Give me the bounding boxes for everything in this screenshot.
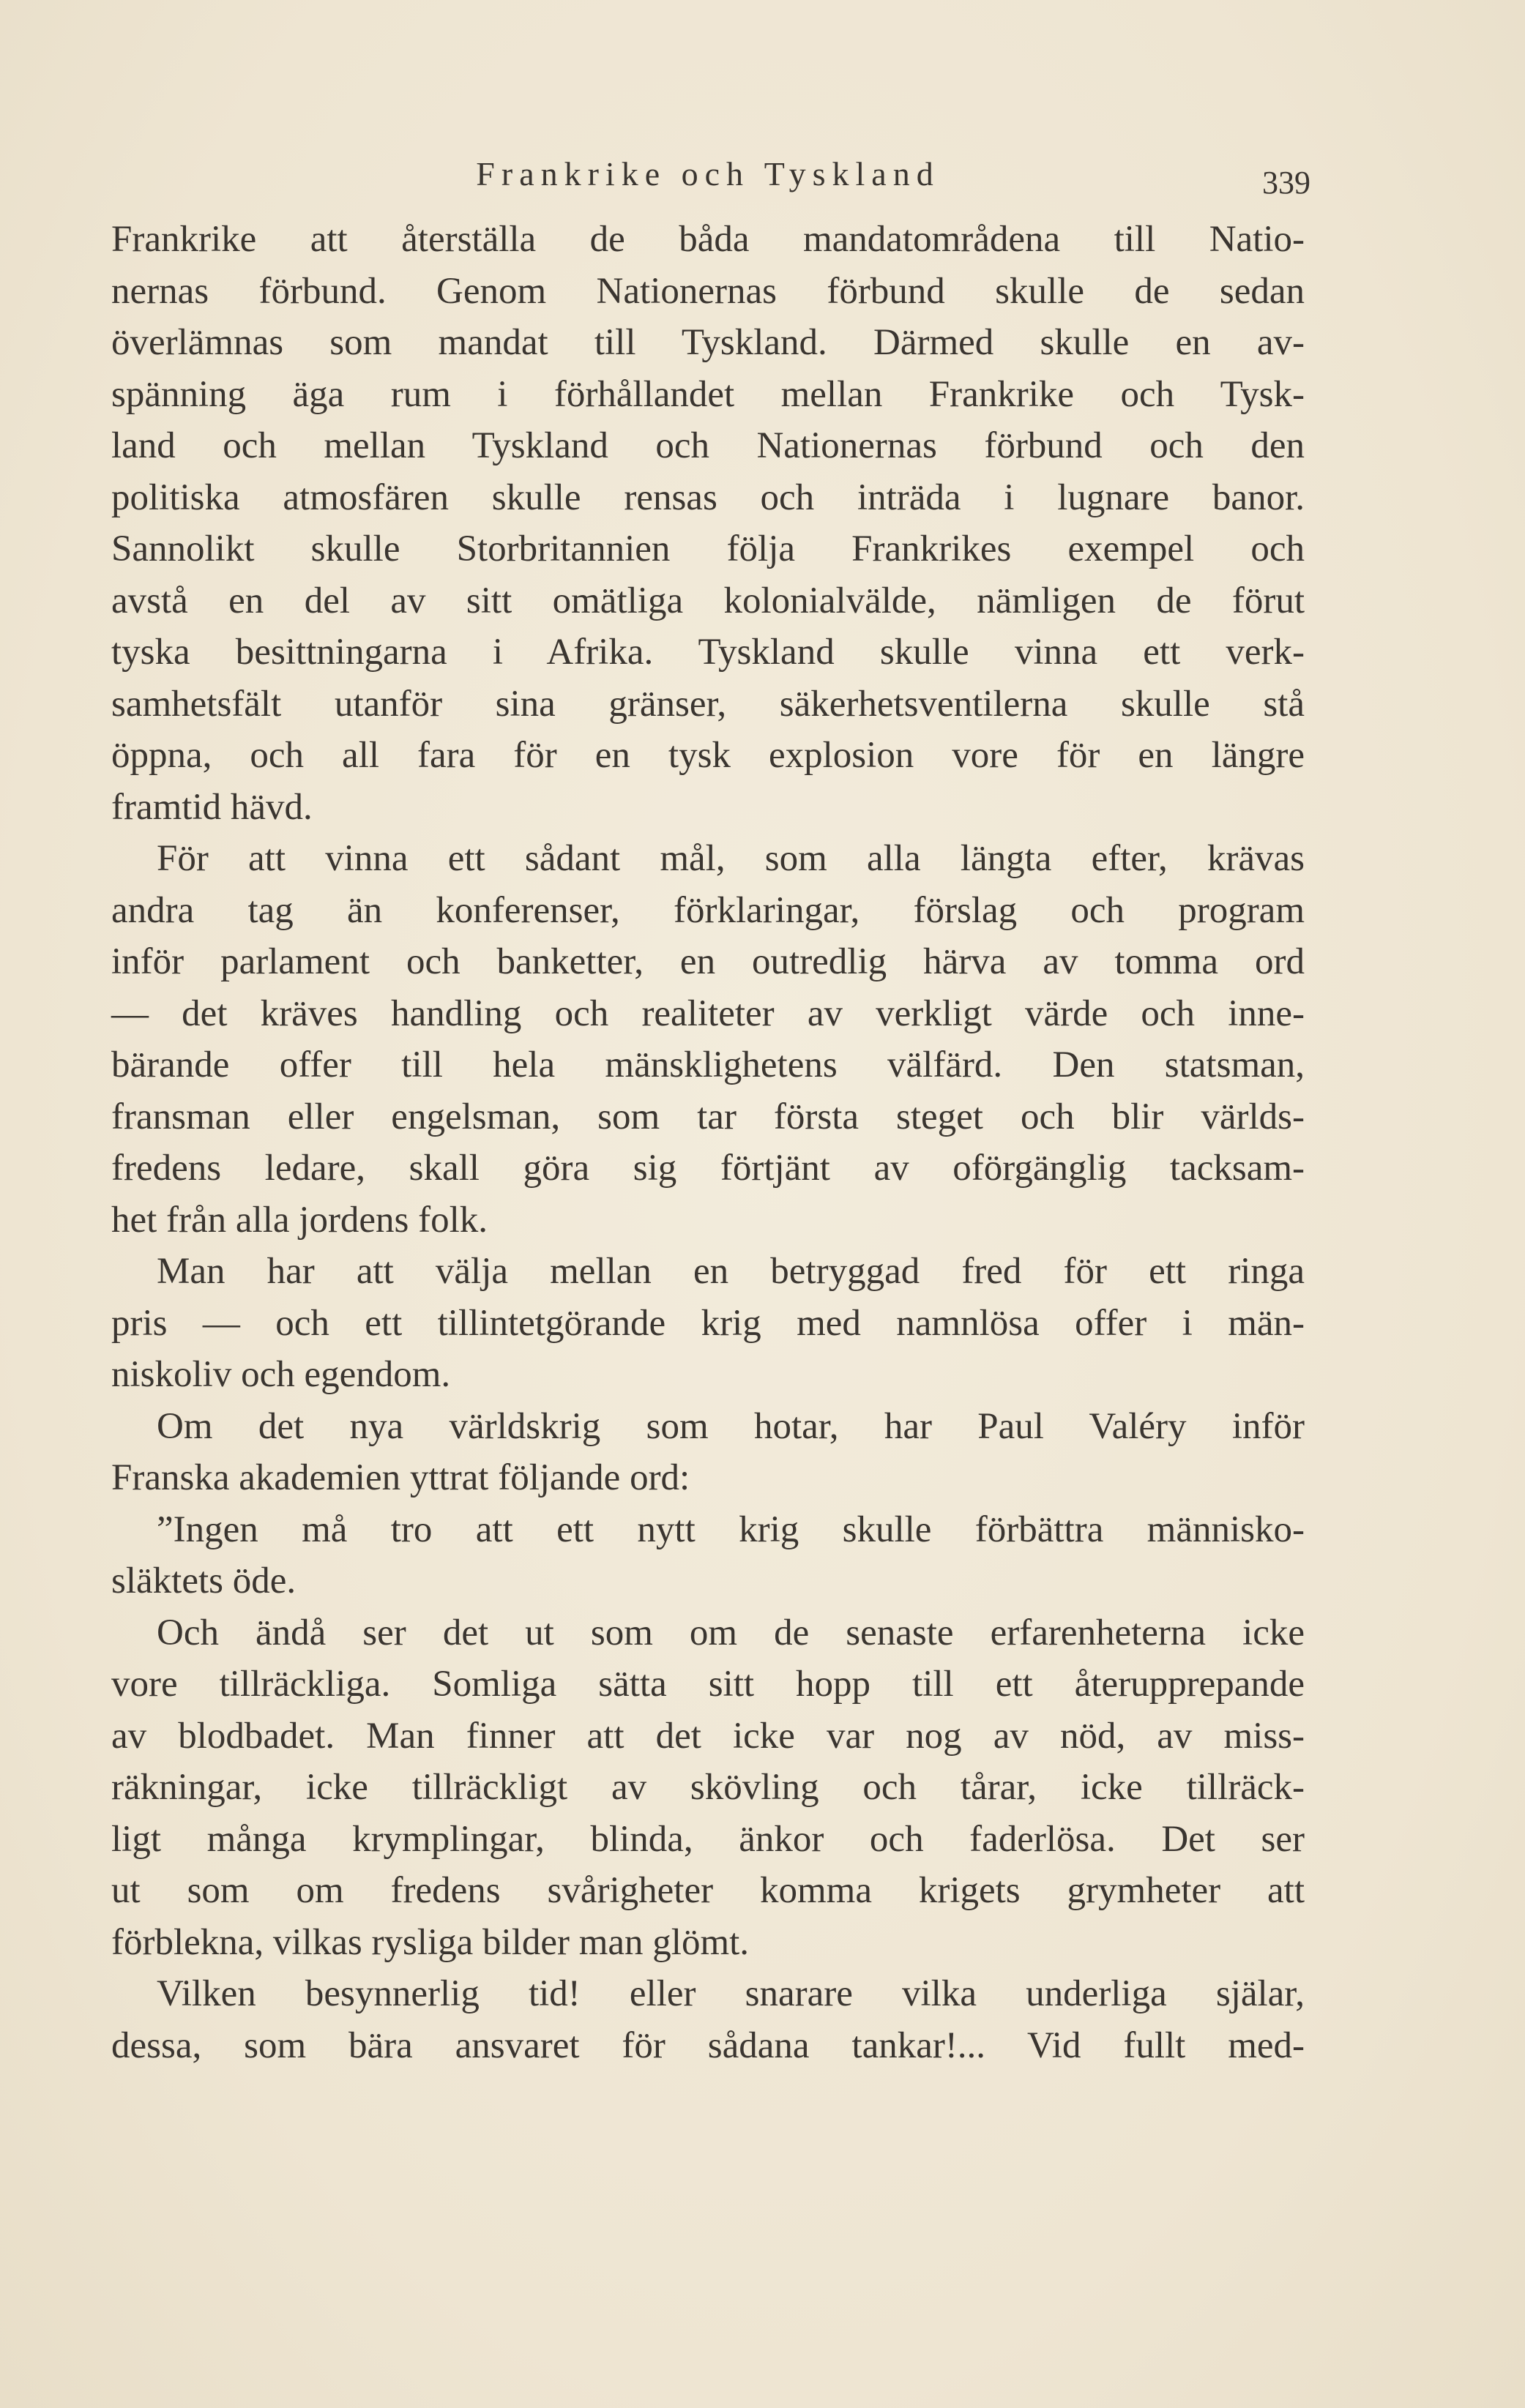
text-line: het från alla jordens folk.: [111, 1199, 488, 1241]
text-line: öppna, och all fara för en tysk explosion vore för en längre: [111, 735, 1305, 776]
text-line: Frankrike att återställa de båda mandatområdena till Natio-: [111, 219, 1305, 260]
text-line: — det kräves handling och realiteter av verkligt värde och inne-: [111, 992, 1305, 1034]
text-line: samhetsfält utanför sina gränser, säkerhetsventilerna skulle stå: [111, 683, 1305, 725]
running-head: Frankrike och Tyskland: [476, 155, 940, 192]
text-line: framtid hävd.: [111, 786, 313, 828]
text-line: fransman eller engelsman, som tar första steget och blir världs-: [111, 1096, 1305, 1137]
text-line: dessa, som bära ansvaret för sådana tankar!... Vid fullt med-: [111, 2024, 1305, 2066]
text-line: ”Ingen må tro att ett nytt krig skulle förbättra människo-: [157, 1508, 1305, 1550]
text-line: släktets öde.: [111, 1560, 297, 1601]
page-number: 339: [1262, 165, 1310, 201]
text-line: ligt många krymplingar, blinda, änkor och faderlösa. Det ser: [111, 1818, 1305, 1860]
text-line: niskoliv och egendom.: [111, 1354, 451, 1395]
text-line: räkningar, icke tillräckligt av skövling och tårar, icke tillräck-: [111, 1767, 1305, 1808]
text-line: ut som om fredens svårigheter komma krigets grymheter att: [111, 1870, 1305, 1911]
text-line: Vilken besynnerlig tid! eller snarare vilka underliga själar,: [157, 1973, 1305, 2014]
text-line: tyska besittningarna i Afrika. Tyskland skulle vinna ett verk-: [111, 632, 1305, 673]
body-text: [111, 214, 1305, 2071]
text-line: överlämnas som mandat till Tyskland. Därmed skulle en av-: [111, 322, 1305, 363]
text-line: land och mellan Tyskland och Nationernas förbund och den: [111, 425, 1305, 466]
text-line: Man har att välja mellan en betryggad fred för ett ringa: [157, 1251, 1305, 1292]
text-line: Och ändå ser det ut som om de senaste erfarenheterna icke: [157, 1612, 1305, 1653]
text-line: förblekna, vilkas rysliga bilder man glömt.: [111, 1921, 750, 1963]
text-line: inför parlament och banketter, en outredlig härva av tomma ord: [111, 941, 1305, 982]
text-line: andra tag än konferenser, förklaringar, förslag och program: [111, 889, 1305, 931]
text-line: av blodbadet. Man finner att det icke var nog av nöd, av miss-: [111, 1715, 1305, 1757]
text-line: bärande offer till hela mänsklighetens välfärd. Den statsman,: [111, 1044, 1305, 1085]
text-line: politiska atmosfären skulle rensas och inträda i lugnare banor.: [111, 476, 1305, 518]
text-line: Sannolikt skulle Storbritannien följa Frankrikes exempel och: [111, 528, 1305, 569]
text-line: För att vinna ett sådant mål, som alla längta efter, krävas: [157, 838, 1305, 879]
text-line: pris — och ett tillintetgörande krig med namnlösa offer i män-: [111, 1302, 1305, 1344]
text-line: vore tillräckliga. Somliga sätta sitt hopp till ett återupprepande: [111, 1664, 1305, 1705]
text-line: spänning äga rum i förhållandet mellan Frankrike och Tysk-: [111, 373, 1305, 415]
text-line: avstå en del av sitt omätliga kolonialvälde, nämligen de förut: [111, 580, 1305, 621]
page-header: [111, 152, 1310, 201]
text-line: Om det nya världskrig som hotar, har Paul Valéry inför: [157, 1405, 1305, 1447]
text-line: Franska akademien yttrat följande ord:: [111, 1457, 690, 1498]
text-line: nernas förbund. Genom Nationernas förbund skulle de sedan: [111, 270, 1305, 312]
text-line: fredens ledare, skall göra sig förtjänt av oförgänglig tacksam-: [111, 1148, 1305, 1189]
